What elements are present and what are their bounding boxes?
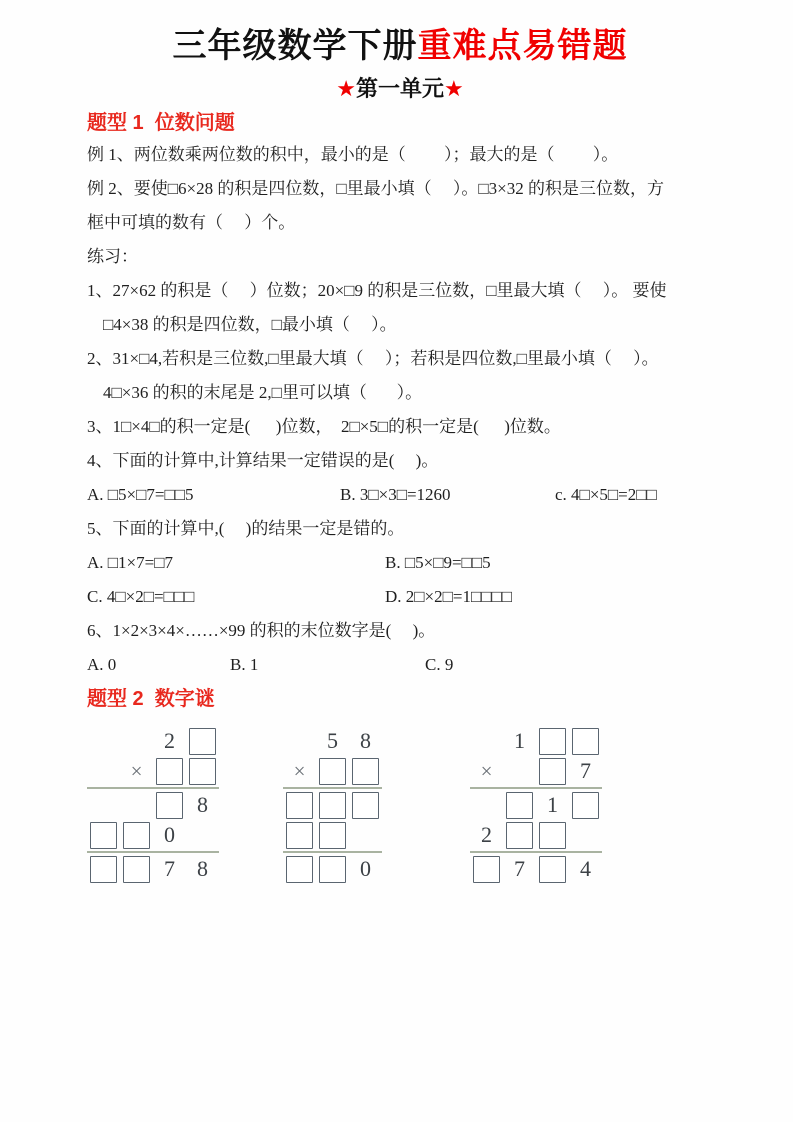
answer-box bbox=[156, 758, 183, 785]
digit-cell: 0 bbox=[164, 822, 175, 847]
digit-cell: 1 bbox=[514, 728, 525, 753]
answer-box bbox=[539, 758, 566, 785]
answer-box bbox=[506, 822, 533, 849]
answer-box bbox=[286, 822, 313, 849]
star-icon: ★ bbox=[444, 76, 464, 101]
puzzle-row bbox=[470, 820, 602, 850]
digit-cell: 8 bbox=[197, 856, 208, 881]
option-a: A. □5×□7=□□5 bbox=[87, 485, 194, 504]
unit-subtitle-text: 第一单元 bbox=[355, 76, 444, 101]
digit-cell: 2 bbox=[481, 822, 492, 847]
box-cell bbox=[470, 854, 503, 884]
box-cell bbox=[283, 790, 316, 820]
multiplication-puzzle-3 bbox=[470, 726, 602, 884]
times-icon: × bbox=[480, 758, 493, 783]
question4-line: 4、下面的计算中,计算结果一定错误的是( )。 bbox=[87, 451, 439, 470]
box-cell bbox=[503, 820, 536, 850]
box-cell bbox=[536, 756, 569, 786]
answer-box bbox=[286, 856, 313, 883]
box-cell bbox=[186, 726, 219, 756]
box-cell bbox=[536, 820, 569, 850]
question6-options bbox=[87, 648, 713, 682]
box-cell bbox=[536, 854, 569, 884]
digit-cell: 4 bbox=[580, 856, 591, 881]
rule-line bbox=[87, 787, 219, 789]
question6-line: 6、1×2×3×4×……×99 的积的末位数字是( )。 bbox=[87, 621, 436, 640]
empty-cell bbox=[470, 726, 503, 756]
digit-cell: 8 bbox=[360, 728, 371, 753]
empty-cell bbox=[120, 726, 153, 756]
times-icon: × bbox=[130, 758, 143, 783]
box-cell bbox=[87, 854, 120, 884]
puzzle-row bbox=[87, 726, 219, 756]
empty-cell bbox=[120, 790, 153, 820]
question3-line: 3、1□×4□的积一定是( )位数， 2□×5□的积一定是( )位数。 bbox=[87, 417, 561, 436]
digit-cell: 1 bbox=[547, 792, 558, 817]
times-icon: × bbox=[293, 758, 306, 783]
answer-box bbox=[572, 728, 599, 755]
practice-label: 练习： bbox=[87, 247, 138, 266]
box-cell bbox=[283, 854, 316, 884]
answer-box bbox=[539, 856, 566, 883]
box-cell bbox=[87, 820, 120, 850]
answer-box bbox=[286, 792, 313, 819]
box-cell bbox=[153, 790, 186, 820]
digit-cell: 7 bbox=[164, 856, 175, 881]
digit-puzzles-row bbox=[87, 726, 713, 884]
puzzle-row bbox=[283, 820, 382, 850]
digit-cell: 0 bbox=[360, 856, 371, 881]
option-d: D. 2□×2□=1□□□□ bbox=[385, 587, 513, 606]
box-cell bbox=[569, 726, 602, 756]
rule-line bbox=[87, 851, 219, 853]
puzzle-row bbox=[283, 756, 382, 786]
question2-continuation: 4□×36 的积的末尾是 2,□里可以填（ ）。 bbox=[103, 383, 423, 402]
answer-box bbox=[352, 792, 379, 819]
answer-box bbox=[473, 856, 500, 883]
rule-line bbox=[470, 851, 602, 853]
digit-cell: 2 bbox=[164, 728, 175, 753]
puzzle-row bbox=[283, 726, 382, 756]
empty-cell bbox=[87, 726, 120, 756]
empty-cell bbox=[87, 790, 120, 820]
empty-cell bbox=[283, 726, 316, 756]
section2-heading: 题型 2 数字谜 bbox=[87, 688, 215, 710]
rule-line bbox=[283, 851, 382, 853]
answer-box bbox=[90, 822, 117, 849]
answer-box bbox=[156, 792, 183, 819]
puzzle-row bbox=[87, 820, 219, 850]
page-title-red: 重难点易错题 bbox=[417, 27, 628, 65]
box-cell bbox=[569, 790, 602, 820]
digit-cell: 7 bbox=[514, 856, 525, 881]
puzzle-row bbox=[470, 726, 602, 756]
box-cell bbox=[349, 790, 382, 820]
answer-box bbox=[90, 856, 117, 883]
puzzle-row bbox=[470, 854, 602, 884]
answer-box bbox=[319, 758, 346, 785]
option-c: C. 9 bbox=[425, 655, 454, 674]
box-cell bbox=[153, 756, 186, 786]
digit-cell: 7 bbox=[580, 758, 591, 783]
digit-cell: 8 bbox=[197, 792, 208, 817]
empty-cell bbox=[87, 756, 120, 786]
box-cell bbox=[120, 854, 153, 884]
box-cell bbox=[283, 820, 316, 850]
question1-continuation: □4×38 的积是四位数，□最小填（ ）。 bbox=[103, 315, 397, 334]
answer-box bbox=[319, 822, 346, 849]
question1-line: 1、27×62 的积是（ ）位数；20×□9 的积是三位数，□里最大填（ ）。 要使 bbox=[87, 281, 667, 300]
empty-cell bbox=[349, 820, 382, 850]
puzzle-row bbox=[87, 756, 219, 786]
answer-box bbox=[539, 822, 566, 849]
multiplication-puzzle-1 bbox=[87, 726, 219, 884]
example1-line: 例 1、两位数乘两位数的积中，最小的是（ ）；最大的是（ ）。 bbox=[87, 145, 619, 164]
empty-cell bbox=[569, 820, 602, 850]
box-cell bbox=[316, 756, 349, 786]
answer-box bbox=[189, 728, 216, 755]
example2-line: 例 2、要使□6×28 的积是四位数，□里最小填（ ）。□3×32 的积是三位数，方 bbox=[87, 179, 664, 198]
box-cell bbox=[316, 820, 349, 850]
box-cell bbox=[349, 756, 382, 786]
box-cell bbox=[316, 854, 349, 884]
question4-options bbox=[87, 478, 713, 512]
star-icon: ★ bbox=[336, 76, 356, 101]
puzzle-row bbox=[87, 854, 219, 884]
answer-box bbox=[539, 728, 566, 755]
option-c: c. 4□×5□=2□□ bbox=[555, 485, 657, 504]
empty-cell bbox=[470, 790, 503, 820]
box-cell bbox=[316, 790, 349, 820]
puzzle-row bbox=[283, 790, 382, 820]
box-cell bbox=[503, 790, 536, 820]
option-b: B. 3□×3□=1260 bbox=[340, 485, 451, 504]
answer-box bbox=[319, 792, 346, 819]
answer-box bbox=[319, 856, 346, 883]
answer-box bbox=[352, 758, 379, 785]
example2-continuation: 框中可填的数有（ ）个。 bbox=[87, 213, 296, 232]
answer-box bbox=[572, 792, 599, 819]
box-cell bbox=[186, 756, 219, 786]
digit-cell: 5 bbox=[327, 728, 338, 753]
section1-heading: 题型 1 位数问题 bbox=[87, 112, 235, 134]
answer-box bbox=[123, 856, 150, 883]
question5-options-row1 bbox=[87, 546, 713, 580]
answer-box bbox=[123, 822, 150, 849]
question2-line: 2、31×□4,若积是三位数,□里最大填（ ）；若积是四位数,□里最小填（ ）。 bbox=[87, 349, 659, 368]
option-a: A. □1×7=□7 bbox=[87, 553, 173, 572]
box-cell bbox=[120, 820, 153, 850]
puzzle-row bbox=[470, 790, 602, 820]
option-c: C. 4□×2□=□□□ bbox=[87, 587, 195, 606]
box-cell bbox=[536, 726, 569, 756]
empty-cell bbox=[503, 756, 536, 786]
question5-options-row2 bbox=[87, 580, 713, 614]
answer-box bbox=[189, 758, 216, 785]
option-b: B. 1 bbox=[230, 655, 259, 674]
answer-box bbox=[506, 792, 533, 819]
puzzle-row bbox=[87, 790, 219, 820]
option-a: A. 0 bbox=[87, 655, 117, 674]
option-b: B. □5×□9=□□5 bbox=[385, 553, 491, 572]
unit-subtitle bbox=[87, 74, 713, 104]
page-title-black: 三年级数学下册 bbox=[172, 27, 418, 65]
question5-line: 5、下面的计算中,( )的结果一定是错的。 bbox=[87, 519, 405, 538]
page-title bbox=[87, 24, 713, 68]
rule-line bbox=[470, 787, 602, 789]
puzzle-row bbox=[470, 756, 602, 786]
multiplication-puzzle-2 bbox=[283, 726, 382, 884]
puzzle-row bbox=[283, 854, 382, 884]
empty-cell bbox=[186, 820, 219, 850]
rule-line bbox=[283, 787, 382, 789]
